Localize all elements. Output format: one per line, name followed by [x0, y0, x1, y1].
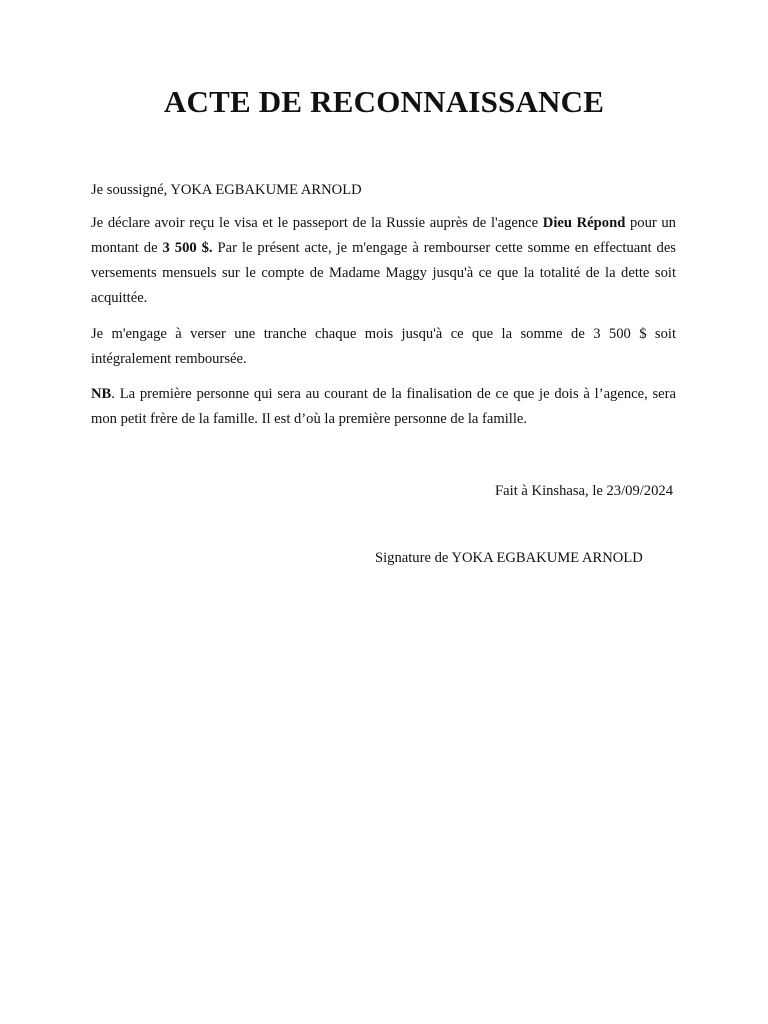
- paragraph-receipt-text-b: pour un montant de: [91, 215, 676, 256]
- paragraph-receipt-text-c: Par le présent acte, je m'engage à rembourser cette somme en effectuant des versements mensuels sur le compte de Madame Maggy jusqu'à ce que la totalité de la dette soit acquittée.: [91, 240, 676, 306]
- paragraph-receipt-text-a: Je déclare avoir reçu le visa et le passeport de la Russie auprès de l'agence: [91, 215, 543, 231]
- paragraph-commitment: Je m'engage à verser une tranche chaque mois jusqu'à ce que la somme de 3 500 $ soit intégralement remboursée.: [91, 326, 676, 367]
- nb-label: NB: [91, 386, 112, 402]
- paragraph-receipt: [91, 211, 676, 311]
- signature-line: Signature de YOKA EGBAKUME ARNOLD: [375, 550, 643, 566]
- amount-value: 3 500 $.: [162, 240, 213, 256]
- nb-text: . La première personne qui sera au courant de la finalisation de ce que je dois à l’agence, sera mon petit frère de la famille. Il est d’où la première personne de la famille.: [91, 386, 676, 427]
- document-title: ACTE DE RECONNAISSANCE: [163, 84, 605, 119]
- place-date: Fait à Kinshasa, le 23/09/2024: [495, 483, 673, 499]
- paragraph-nb: [91, 382, 676, 432]
- agency-name: Dieu Répond: [542, 215, 626, 231]
- greeting-line: Je soussigné, YOKA EGBAKUME ARNOLD: [91, 182, 362, 198]
